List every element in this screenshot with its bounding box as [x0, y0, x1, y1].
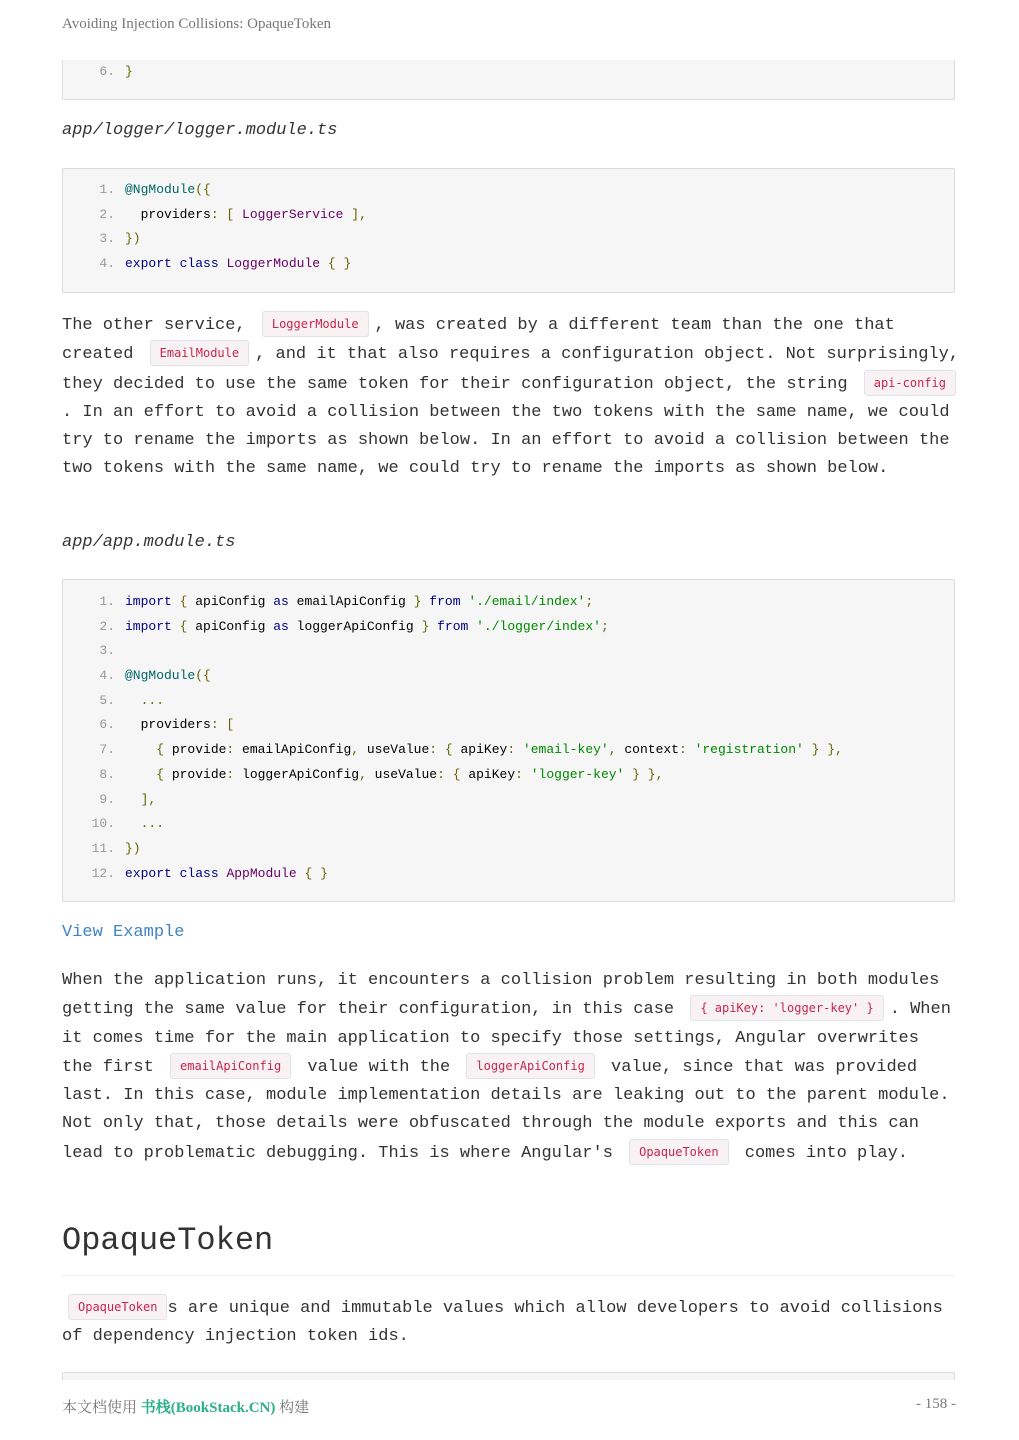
code-block-app-module: [62, 579, 955, 902]
paragraph-text: , and it that also requires a configuration object. Not surprisingly, they decided to use the same token for their configuration object, the string: [62, 345, 960, 394]
inline-code-logger-module: LoggerModule: [262, 311, 369, 337]
line-number: 3.: [99, 643, 115, 659]
paragraph-text: When the application runs, it encounters a collision problem resulting in both modules getting the same value for their configuration, in this case: [62, 971, 940, 1020]
footer-credit: [62, 1396, 309, 1417]
line-number: 12.: [91, 865, 115, 881]
code-line: [63, 689, 954, 714]
line-number: 6.: [99, 64, 115, 79]
line-number: 4.: [99, 668, 115, 684]
file-caption-app-module: app/app.module.ts: [62, 533, 236, 552]
inline-code-email-api-config: emailApiConfig: [170, 1053, 291, 1079]
code-text: providers: [ LoggerService ],: [125, 206, 367, 222]
code-line: [63, 862, 954, 887]
line-number: 1.: [99, 182, 115, 197]
code-line: [63, 639, 954, 664]
line-number: 9.: [99, 791, 115, 807]
paragraph-opaque-token-intro: [62, 1294, 962, 1352]
code-text: }): [125, 840, 141, 856]
code-line: [63, 227, 954, 252]
line-number: 5.: [99, 692, 115, 708]
line-number: 2.: [99, 206, 115, 222]
code-text: ...: [125, 692, 165, 708]
heading-divider: [62, 1275, 955, 1276]
code-text: ],: [125, 791, 157, 807]
code-text: @NgModule({: [125, 182, 211, 197]
page-number: - 158 -: [916, 1396, 956, 1412]
line-number: 2.: [99, 618, 115, 634]
line-number: 3.: [99, 231, 115, 247]
code-text: import { apiConfig as emailApiConfig } from './email/index';: [125, 594, 594, 609]
line-number: 8.: [99, 766, 115, 782]
line-number: 10.: [91, 816, 115, 832]
code-line: [63, 590, 954, 615]
code-text: import { apiConfig as loggerApiConfig } from './logger/index';: [125, 618, 609, 634]
inline-code-email-module: EmailModule: [150, 340, 249, 366]
running-header: Avoiding Injection Collisions: OpaqueToken: [62, 16, 332, 32]
paragraph-text: . When it comes time for the main application to specify those settings, Angular overwrites the first: [62, 1000, 951, 1077]
paragraph-collision-problem: [62, 967, 957, 1168]
code-text: ...: [125, 816, 165, 832]
code-line: [63, 788, 954, 813]
code-line: [63, 664, 954, 689]
paragraph-text: value, since that was provided last. In this case, module implementation details are leaking out to the parent module. Not only that, those details were obfuscated through the module exports and this can lead to problematic debugging. This is where Angular's: [62, 1057, 950, 1163]
code-text: @NgModule({: [125, 668, 211, 684]
paragraph-text: value with the: [307, 1057, 451, 1077]
code-line: [63, 738, 954, 763]
code-text: export class AppModule { }: [125, 865, 328, 881]
line-number: 7.: [99, 742, 115, 758]
code-line: [63, 178, 954, 203]
inline-code-logger-api-config: loggerApiConfig: [466, 1053, 594, 1079]
inline-code-logger-key: { apiKey: 'logger-key' }: [690, 995, 883, 1021]
paragraph-text: , was created by a different team than the one that created: [62, 316, 895, 365]
footer-prefix: 本文档使用: [62, 1400, 138, 1416]
code-text: }): [125, 231, 141, 247]
code-block-logger-module: [62, 168, 955, 293]
file-caption-logger-module: app/logger/logger.module.ts: [62, 121, 338, 140]
code-text: providers: [: [125, 717, 235, 733]
paragraph-text: s are unique and immutable values which allow developers to avoid collisions of dependency injection token ids.: [62, 1299, 943, 1347]
code-text: }: [125, 64, 133, 79]
line-number: 6.: [99, 717, 115, 733]
code-line: [63, 837, 954, 862]
paragraph-text: The other service,: [62, 316, 246, 335]
code-block-previous: [62, 60, 955, 100]
section-heading-opaque-token: OpaqueToken: [62, 1222, 274, 1259]
code-text: { provide: emailApiConfig, useValue: { apiKey: 'email-key', context: 'registration' } },: [125, 742, 843, 758]
paragraph-logger-collision: [62, 311, 962, 484]
code-line: [63, 615, 954, 640]
code-line: [63, 812, 954, 837]
footer-brand-link[interactable]: 书栈(BookStack.CN): [140, 1400, 276, 1416]
line-number: 4.: [99, 256, 115, 272]
code-line: [63, 252, 954, 277]
code-line: [63, 60, 954, 85]
view-example-link[interactable]: View Example: [62, 923, 185, 942]
code-line: [63, 763, 954, 788]
code-line: [63, 203, 954, 228]
line-number: 11.: [91, 840, 115, 856]
inline-code-api-config: api-config: [864, 370, 956, 396]
footer-suffix: 构建: [279, 1400, 310, 1416]
code-line: [63, 713, 954, 738]
code-text: export class LoggerModule { }: [125, 256, 352, 272]
paragraph-text: comes into play.: [744, 1143, 909, 1163]
paragraph-text: . In an effort to avoid a collision between the two tokens with the same name, we could try to rename the imports as shown below. In an effort to avoid a collision between the two tokens with the same name, we could try to rename the imports as shown below.: [62, 402, 950, 479]
inline-code-opaque-token: OpaqueToken: [68, 1294, 167, 1320]
line-number: 1.: [99, 594, 115, 609]
code-text: { provide: loggerApiConfig, useValue: { apiKey: 'logger-key' } },: [125, 766, 664, 782]
inline-code-opaque-token: OpaqueToken: [629, 1139, 728, 1165]
